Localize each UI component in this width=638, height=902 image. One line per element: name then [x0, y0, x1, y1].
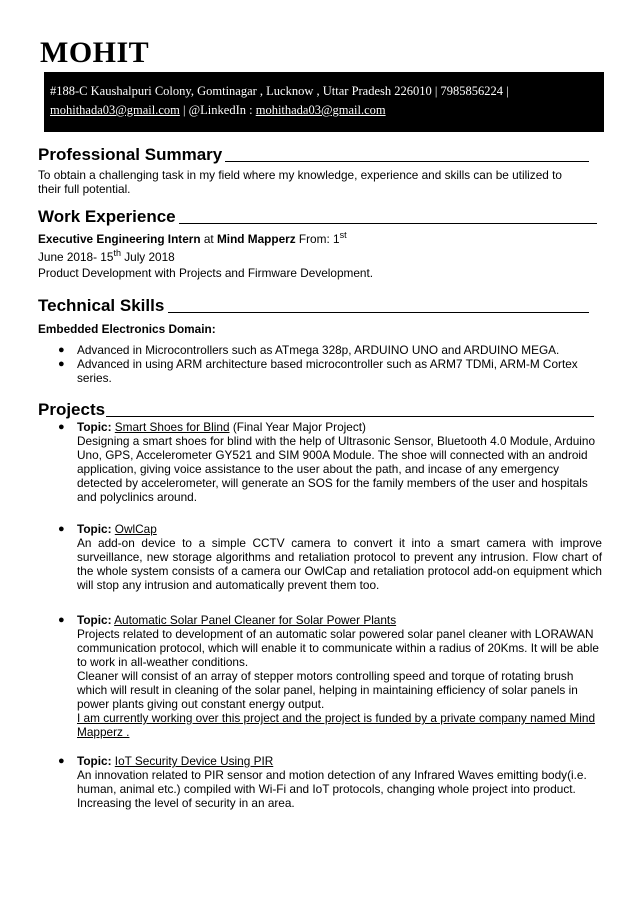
- skills-heading-rule: [168, 312, 589, 313]
- project-name-link[interactable]: Smart Shoes for Blind: [114, 420, 230, 434]
- work-at: at: [200, 232, 217, 246]
- contact-separator: |: [179, 103, 189, 117]
- bullet: ●: [58, 344, 65, 356]
- summary-heading: Professional Summary: [38, 145, 223, 164]
- skill-text: Advanced in Microcontrollers such as ATmega 328p, ARDUINO UNO and ARDUINO MEGA.: [77, 343, 560, 357]
- bullet: ●: [58, 755, 65, 767]
- project-topic-line: [77, 420, 602, 434]
- work-entry: [38, 230, 598, 280]
- skills-domain: Embedded Electronics Domain:: [38, 322, 216, 336]
- project-description-2: Cleaner will consist of an array of stepper motors controlling speed and torque of rotating brush which will result in cleaning of the solar panel, helping in maintaining efficiency of solar panels in power plants giving out constant energy output.: [77, 669, 578, 711]
- project-item: [58, 420, 602, 504]
- projects-heading-rule: [106, 416, 594, 417]
- work-role: Executive Engineering Intern: [38, 232, 201, 246]
- project-item: [58, 613, 602, 739]
- list-item: [58, 343, 587, 357]
- summary-heading-rule: [225, 161, 589, 162]
- project-topic-line: [77, 522, 602, 536]
- work-dates-line: [38, 248, 598, 266]
- linkedin-link[interactable]: mohithada03@gmail.com: [255, 103, 386, 117]
- project-name-link[interactable]: Automatic Solar Panel Cleaner for Solar Power Plants: [114, 613, 397, 627]
- work-dates-b: July 2018: [120, 250, 175, 264]
- project-name-link[interactable]: OwlCap: [114, 522, 157, 536]
- project-name-link[interactable]: IoT Security Device Using PIR: [114, 754, 274, 768]
- project-description: An innovation related to PIR sensor and motion detection of any Infrared Waves emitting body(i.e. human, animal etc.) compiled with Wi-Fi and IoT protocols, changing whole project into product. Increasing the level of security in an area.: [77, 768, 587, 810]
- contact-bar: [44, 72, 604, 132]
- work-heading-rule: [179, 223, 597, 224]
- work-from: From: 1: [295, 232, 340, 246]
- skills-list: [58, 343, 587, 385]
- bullet: ●: [58, 523, 65, 535]
- project-description-3: I am currently working over this project and the project is funded by a private company named Mind Mapperz .: [77, 711, 596, 739]
- work-dates-a: June 2018- 15: [38, 250, 114, 264]
- project-description: Designing a smart shoes for blind with the help of Ultrasonic Sensor, Bluetooth 4.0 Module, Arduino Uno, GPS, Accelerometer GY521 and SIM 900A Module. The shoe will connected with an android application, giving voice assistance to the user about the path, and incase of any emergency detected by accelerometer, will generate an SOS for the family members of the user and hospitals and polyclinics around.: [77, 434, 596, 504]
- skills-heading: Technical Skills: [38, 296, 165, 315]
- topic-label: Topic:: [77, 522, 112, 536]
- project-topic-line: [77, 754, 602, 768]
- project-item: [58, 522, 602, 592]
- topic-label: Topic:: [77, 754, 112, 768]
- list-item: [58, 357, 587, 385]
- skill-text: Advanced in using ARM architecture based microcontroller such as ARM7 TDMi, ARM-M Cortex series.: [77, 357, 578, 385]
- contact-line: [50, 101, 604, 120]
- bullet: ●: [58, 614, 65, 626]
- project-description: An add-on device to a simple CCTV camera to convert it into a smart camera with improve surveillance, new storage algorithms and retaliation protocol to prevent any intrusion. Flow chart of the whole system consists of a camera our OwlCap and retaliation protocol add-on equipment which will stop any intrusion and automatically prevent them too.: [77, 536, 602, 592]
- linkedin-label: @LinkedIn :: [188, 103, 256, 117]
- address-line: #188-C Kaushalpuri Colony, Gomtinagar , Lucknow , Uttar Pradesh 226010 | 7985856224 |: [50, 84, 509, 98]
- work-sup-1: st: [339, 230, 347, 241]
- candidate-name: MOHIT: [40, 36, 150, 69]
- summary-text: To obtain a challenging task in my field where my knowledge, experience and skills can be utilized to their full potential.: [38, 168, 562, 196]
- work-title-line: [38, 230, 598, 248]
- topic-label: Topic:: [77, 420, 112, 434]
- work-heading: Work Experience: [38, 207, 176, 226]
- project-item: [58, 754, 602, 810]
- work-description: Product Development with Projects and Firmware Development.: [38, 266, 374, 280]
- work-sup-2: th: [113, 248, 121, 259]
- projects-heading: Projects: [38, 400, 106, 419]
- topic-label: Topic:: [77, 613, 112, 627]
- project-description: Projects related to development of an automatic solar powered solar panel cleaner with LORAWAN communication protocol, which will enable it to communicate within a radius of 20Kms. It will be able to work in all-weather conditions.: [77, 627, 599, 669]
- work-company: Mind Mapperz: [216, 232, 296, 246]
- project-suffix: (Final Year Major Project): [229, 420, 366, 434]
- project-topic-line: [77, 613, 602, 627]
- bullet: ●: [58, 358, 65, 370]
- bullet: ●: [58, 421, 65, 433]
- email-link[interactable]: mohithada03@gmail.com: [50, 103, 180, 117]
